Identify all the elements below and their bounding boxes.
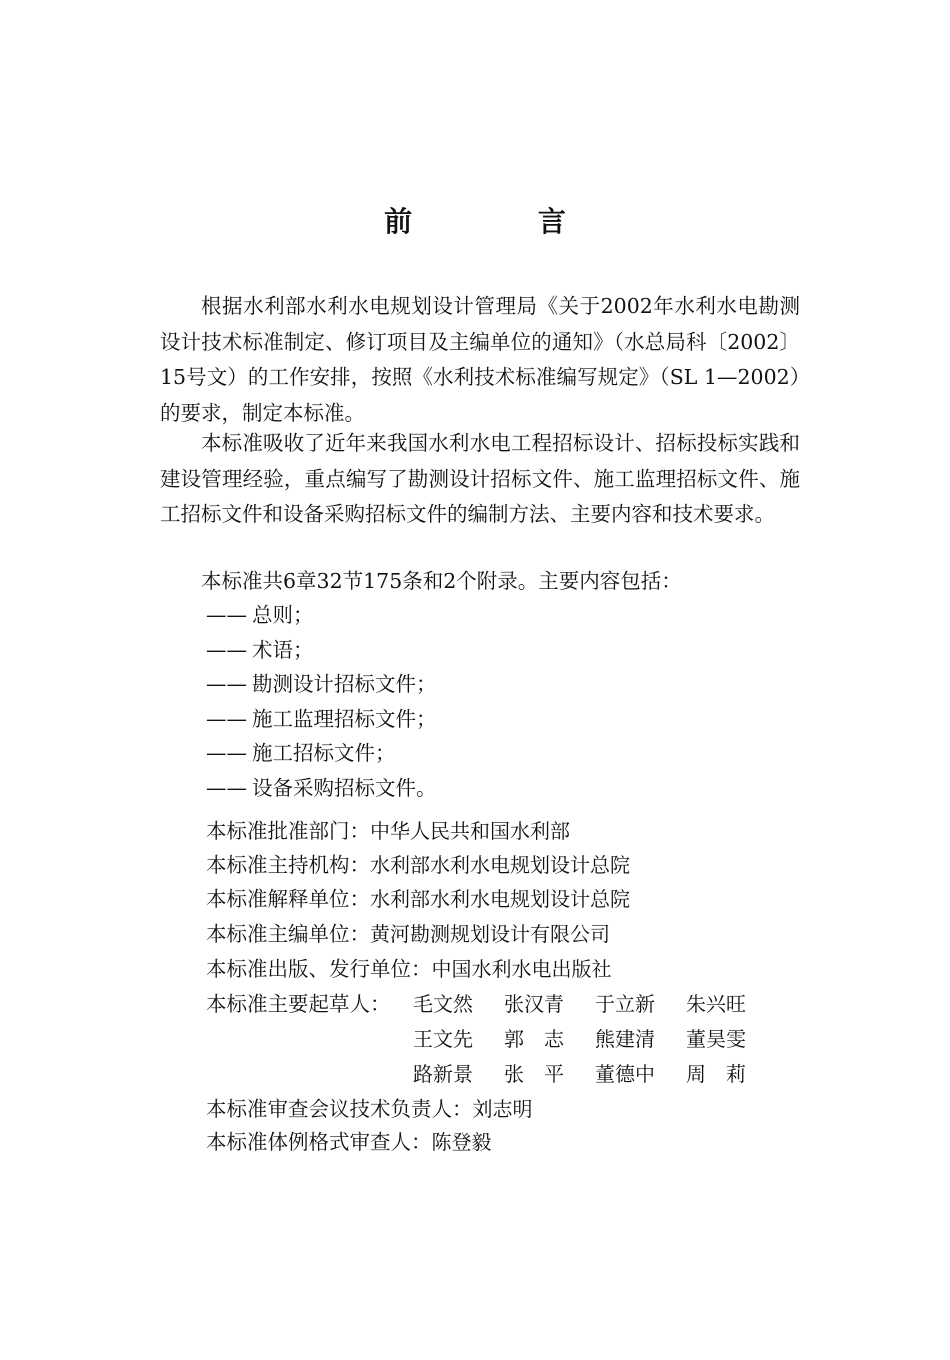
- interpret-unit-row: 本标准解释单位：水利部水利水电规划设计总院: [206, 887, 630, 911]
- drafter-name: 朱兴旺: [686, 992, 746, 1016]
- paragraph-2: 本标准吸收了近年来我国水利水电工程招标设计、招标投标实践和建设管理经验，重点编写了勘测设计招标文件、施工监理招标文件、施工招标文件和设备采购招标文件的编制方法、主要内容和技术要求。: [160, 431, 800, 526]
- list-item: —— 勘测设计招标文件；: [206, 672, 437, 696]
- drafter-name: 周 莉: [686, 1062, 746, 1086]
- list-item: —— 施工招标文件；: [206, 741, 396, 765]
- drafter-name: 熊建清: [595, 1027, 655, 1051]
- drafters-row: 本标准主要起草人：: [206, 992, 391, 1016]
- drafter-name: 张 平: [504, 1062, 564, 1086]
- drafter-name: 王文先: [413, 1027, 473, 1051]
- publisher-row: 本标准出版、发行单位：中国水利水电出版社: [206, 957, 612, 981]
- drafter-name: 路新景: [413, 1062, 473, 1086]
- chief-editor-unit-row: 本标准主编单位：黄河勘测规划设计有限公司: [206, 922, 610, 946]
- format-reviewer-row: 本标准体例格式审查人：陈登毅: [206, 1130, 492, 1154]
- paragraph-1: 根据水利部水利水电规划设计管理局《关于2002年水利水电勘测设计技术标准制定、修订项目及主编单位的通知》（水总局科〔2002〕15号文）的工作安排，按照《水利技术标准编写规定》（SL 1—2002）的要求，制定本标准。: [160, 294, 800, 425]
- drafter-name: 董昊雯: [686, 1027, 746, 1051]
- drafter-name: 郭 志: [504, 1027, 564, 1051]
- contents-list: [206, 598, 437, 805]
- approval-dept-row: 本标准批准部门：中华人民共和国水利部: [206, 819, 570, 843]
- list-item: —— 总则；: [206, 603, 314, 627]
- list-item: —— 施工监理招标文件；: [206, 706, 437, 731]
- drafter-name: 于立新: [595, 992, 655, 1016]
- paragraph-3: 本标准共6章32节175条和2个附录。主要内容包括：: [201, 569, 682, 593]
- review-lead-row: 本标准审查会议技术负责人：刘志明: [206, 1097, 533, 1121]
- drafter-name: 毛文然: [413, 992, 473, 1016]
- page-title: 前 言: [384, 205, 624, 238]
- list-item: —— 设备采购招标文件。: [206, 775, 437, 800]
- drafter-name: 董德中: [595, 1062, 655, 1086]
- list-item: —— 术语；: [206, 637, 314, 662]
- host-org-row: 本标准主持机构：水利部水利水电规划设计总院: [206, 853, 630, 877]
- drafter-name: 张汉青: [504, 992, 564, 1016]
